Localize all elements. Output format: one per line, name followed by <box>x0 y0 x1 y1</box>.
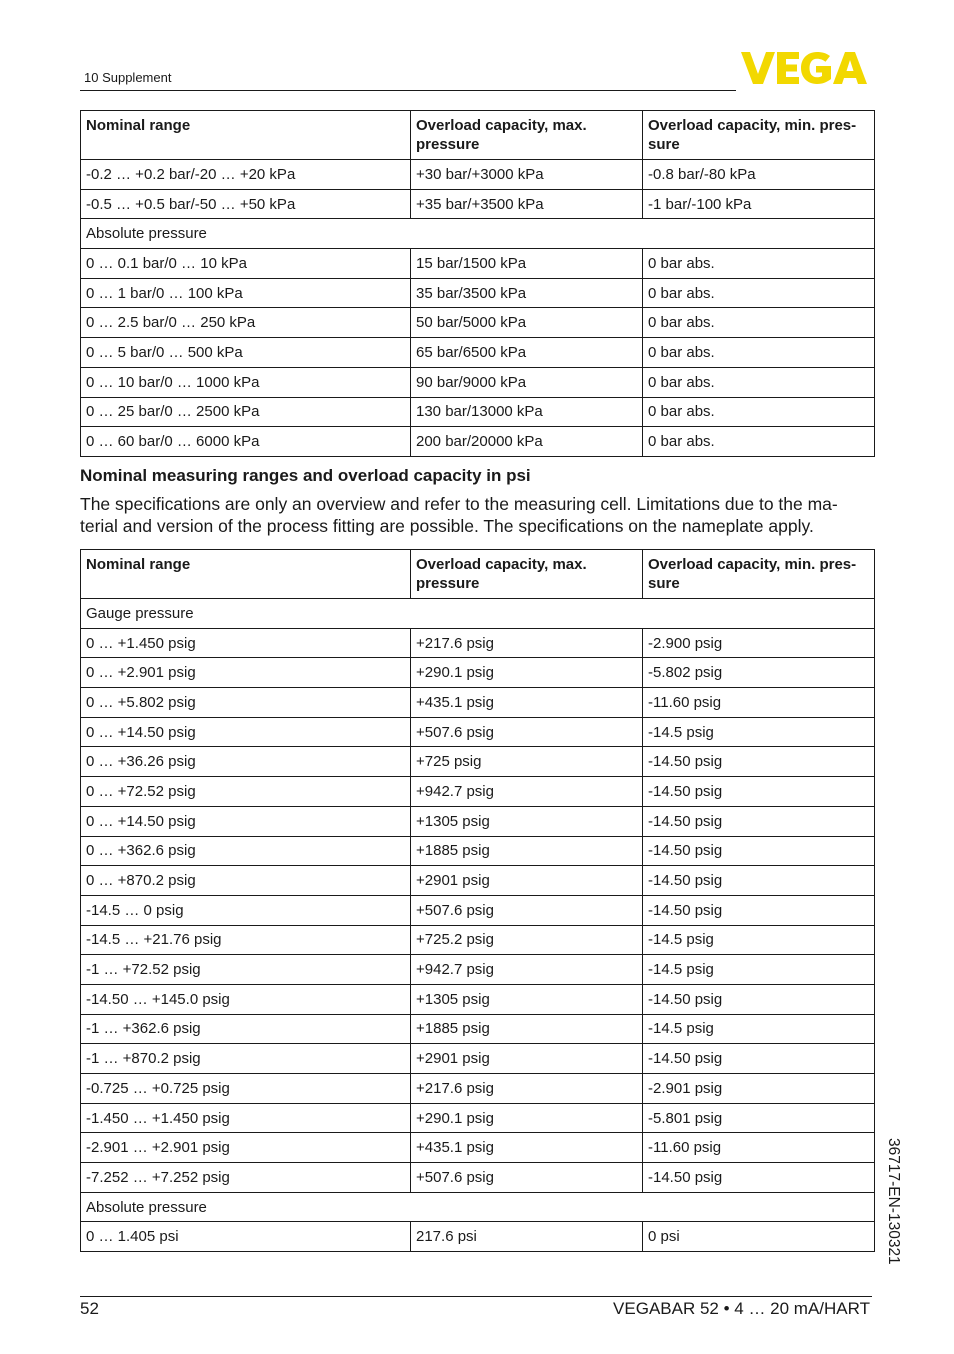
table-cell: -14.50 psig <box>643 984 875 1014</box>
column-header: Nominal range <box>81 550 411 599</box>
table-cell: +1885 psig <box>411 836 643 866</box>
table-cell: +435.1 psig <box>411 1133 643 1163</box>
table-cell: -14.5 … 0 psig <box>81 895 411 925</box>
group-label: Gauge pressure <box>81 599 875 629</box>
footer-divider <box>80 1296 872 1297</box>
table-row <box>81 308 875 338</box>
table-cell: -11.60 psig <box>643 688 875 718</box>
column-header: Overload capacity, max. pressure <box>411 111 643 160</box>
table-cell: +1305 psig <box>411 984 643 1014</box>
table-cell: +725.2 psig <box>411 925 643 955</box>
table-row <box>81 189 875 219</box>
table-cell: 0 … +14.50 psig <box>81 806 411 836</box>
table-cell: -1 … +72.52 psig <box>81 955 411 985</box>
table-cell: 130 bar/13000 kPa <box>411 397 643 427</box>
header-divider <box>80 90 736 91</box>
table-cell: -14.50 psig <box>643 1044 875 1074</box>
page-number: 52 <box>80 1299 99 1318</box>
table-cell: -1 bar/-100 kPa <box>643 189 875 219</box>
table-row <box>81 895 875 925</box>
table-cell: -0.8 bar/-80 kPa <box>643 160 875 190</box>
table-cell: 50 bar/5000 kPa <box>411 308 643 338</box>
table-row <box>81 688 875 718</box>
table-cell: +217.6 psig <box>411 628 643 658</box>
table-row <box>81 717 875 747</box>
table-cell: -2.901 psig <box>643 1074 875 1104</box>
table-row <box>81 1014 875 1044</box>
table-cell: -0.2 … +0.2 bar/-20 … +20 kPa <box>81 160 411 190</box>
table-header-row <box>81 111 875 160</box>
table-cell: +35 bar/+3500 kPa <box>411 189 643 219</box>
table-row <box>81 278 875 308</box>
table-cell: 217.6 psi <box>411 1222 643 1252</box>
table-cell: -5.802 psig <box>643 658 875 688</box>
table-cell: 35 bar/3500 kPa <box>411 278 643 308</box>
table-row <box>81 1222 875 1252</box>
table-cell: -14.50 psig <box>643 747 875 777</box>
table-cell: 0 … 0.1 bar/0 … 10 kPa <box>81 249 411 279</box>
table-cell: -14.50 psig <box>643 866 875 896</box>
table-cell: 0 bar abs. <box>643 397 875 427</box>
table-row <box>81 658 875 688</box>
table-row <box>81 984 875 1014</box>
table-cell: 0 bar abs. <box>643 427 875 457</box>
table-header-row <box>81 550 875 599</box>
vega-logo <box>741 52 872 84</box>
table-cell: 0 bar abs. <box>643 278 875 308</box>
table-row <box>81 160 875 190</box>
table-cell: +30 bar/+3000 kPa <box>411 160 643 190</box>
table-cell: 0 bar abs. <box>643 338 875 368</box>
table-cell: +2901 psig <box>411 866 643 896</box>
table-cell: -14.50 … +145.0 psig <box>81 984 411 1014</box>
table-cell: +1305 psig <box>411 806 643 836</box>
table-row <box>81 367 875 397</box>
table-cell: +1885 psig <box>411 1014 643 1044</box>
table-cell: 15 bar/1500 kPa <box>411 249 643 279</box>
table-row <box>81 338 875 368</box>
table-cell: -0.725 … +0.725 psig <box>81 1074 411 1104</box>
table-cell: +507.6 psig <box>411 1163 643 1193</box>
table-cell: 0 … 5 bar/0 … 500 kPa <box>81 338 411 368</box>
table-cell: -14.5 psig <box>643 925 875 955</box>
table-cell: 0 … 1 bar/0 … 100 kPa <box>81 278 411 308</box>
document-code: 36717-EN-130321 <box>885 1138 902 1265</box>
table-cell: -14.5 psig <box>643 955 875 985</box>
table-row <box>81 1133 875 1163</box>
table-cell: 0 bar abs. <box>643 308 875 338</box>
table-row <box>81 1163 875 1193</box>
table-group-row <box>81 219 875 249</box>
table-cell: -5.801 psig <box>643 1103 875 1133</box>
table-cell: 65 bar/6500 kPa <box>411 338 643 368</box>
column-header: Overload capacity, min. pres- sure <box>643 111 875 160</box>
table-cell: 0 … 60 bar/0 … 6000 kPa <box>81 427 411 457</box>
table-cell: -11.60 psig <box>643 1133 875 1163</box>
table-cell: 200 bar/20000 kPa <box>411 427 643 457</box>
table-cell: +435.1 psig <box>411 688 643 718</box>
section-label: 10 Supplement <box>84 70 172 85</box>
column-header: Overload capacity, max. pressure <box>411 550 643 599</box>
table-cell: -14.50 psig <box>643 836 875 866</box>
column-header: Nominal range <box>81 111 411 160</box>
table-cell: 0 … +36.26 psig <box>81 747 411 777</box>
table-cell: 0 … +72.52 psig <box>81 777 411 807</box>
table-row <box>81 955 875 985</box>
table-cell: -0.5 … +0.5 bar/-50 … +50 kPa <box>81 189 411 219</box>
column-header: Overload capacity, min. pres- sure <box>643 550 875 599</box>
table-cell: 0 … +2.901 psig <box>81 658 411 688</box>
table-cell: 0 … 10 bar/0 … 1000 kPa <box>81 367 411 397</box>
table-cell: 0 bar abs. <box>643 249 875 279</box>
table-cell: -1.450 … +1.450 psig <box>81 1103 411 1133</box>
table-cell: -1 … +870.2 psig <box>81 1044 411 1074</box>
table-cell: +725 psig <box>411 747 643 777</box>
overload-table-bar <box>80 110 875 457</box>
table-cell: -14.5 psig <box>643 717 875 747</box>
table-cell: +290.1 psig <box>411 1103 643 1133</box>
table-cell: 0 … +362.6 psig <box>81 836 411 866</box>
table-cell: -14.50 psig <box>643 806 875 836</box>
table-cell: -14.50 psig <box>643 777 875 807</box>
table-cell: +217.6 psig <box>411 1074 643 1104</box>
table-cell: 0 … 25 bar/0 … 2500 kPa <box>81 397 411 427</box>
table-cell: -7.252 … +7.252 psig <box>81 1163 411 1193</box>
table-cell: +290.1 psig <box>411 658 643 688</box>
table-row <box>81 1074 875 1104</box>
table-cell: 90 bar/9000 kPa <box>411 367 643 397</box>
table-cell: +507.6 psig <box>411 895 643 925</box>
table-row <box>81 925 875 955</box>
table-cell: +507.6 psig <box>411 717 643 747</box>
table-row <box>81 397 875 427</box>
table-cell: -1 … +362.6 psig <box>81 1014 411 1044</box>
table-cell: -14.50 psig <box>643 895 875 925</box>
table-cell: -14.5 … +21.76 psig <box>81 925 411 955</box>
table-row <box>81 427 875 457</box>
table-cell: 0 psi <box>643 1222 875 1252</box>
table-row <box>81 1044 875 1074</box>
group-label: Absolute pressure <box>81 219 875 249</box>
table-cell: 0 … +870.2 psig <box>81 866 411 896</box>
table-cell: +942.7 psig <box>411 955 643 985</box>
group-label: Absolute pressure <box>81 1192 875 1222</box>
table-cell: +942.7 psig <box>411 777 643 807</box>
table-cell: -2.900 psig <box>643 628 875 658</box>
table-cell: 0 … 1.405 psi <box>81 1222 411 1252</box>
table-row <box>81 806 875 836</box>
vega-logo-letters <box>741 52 867 84</box>
table-row <box>81 1103 875 1133</box>
footer-product-name: VEGABAR 52 • 4 … 20 mA/HART <box>613 1299 870 1318</box>
table-group-row <box>81 1192 875 1222</box>
section-heading: Nominal measuring ranges and overload capacity in psi <box>80 466 531 485</box>
table-cell: -2.901 … +2.901 psig <box>81 1133 411 1163</box>
table-cell: +2901 psig <box>411 1044 643 1074</box>
table-row <box>81 249 875 279</box>
table-cell: 0 … +1.450 psig <box>81 628 411 658</box>
table-row <box>81 866 875 896</box>
table-row <box>81 628 875 658</box>
table-cell: -14.50 psig <box>643 1163 875 1193</box>
section-description: The specifications are only an overview and refer to the measuring cell. Limitations due to the ma- terial and version of the process fitting are possible. The specifications on the nameplate apply. <box>80 494 838 536</box>
table-cell: 0 … +5.802 psig <box>81 688 411 718</box>
table-row <box>81 747 875 777</box>
table-cell: 0 … +14.50 psig <box>81 717 411 747</box>
table-cell: 0 … 2.5 bar/0 … 250 kPa <box>81 308 411 338</box>
table-cell: -14.5 psig <box>643 1014 875 1044</box>
table-row <box>81 777 875 807</box>
overload-table-psi <box>80 549 875 1252</box>
table-cell: 0 bar abs. <box>643 367 875 397</box>
table-group-row <box>81 599 875 629</box>
table-row <box>81 836 875 866</box>
